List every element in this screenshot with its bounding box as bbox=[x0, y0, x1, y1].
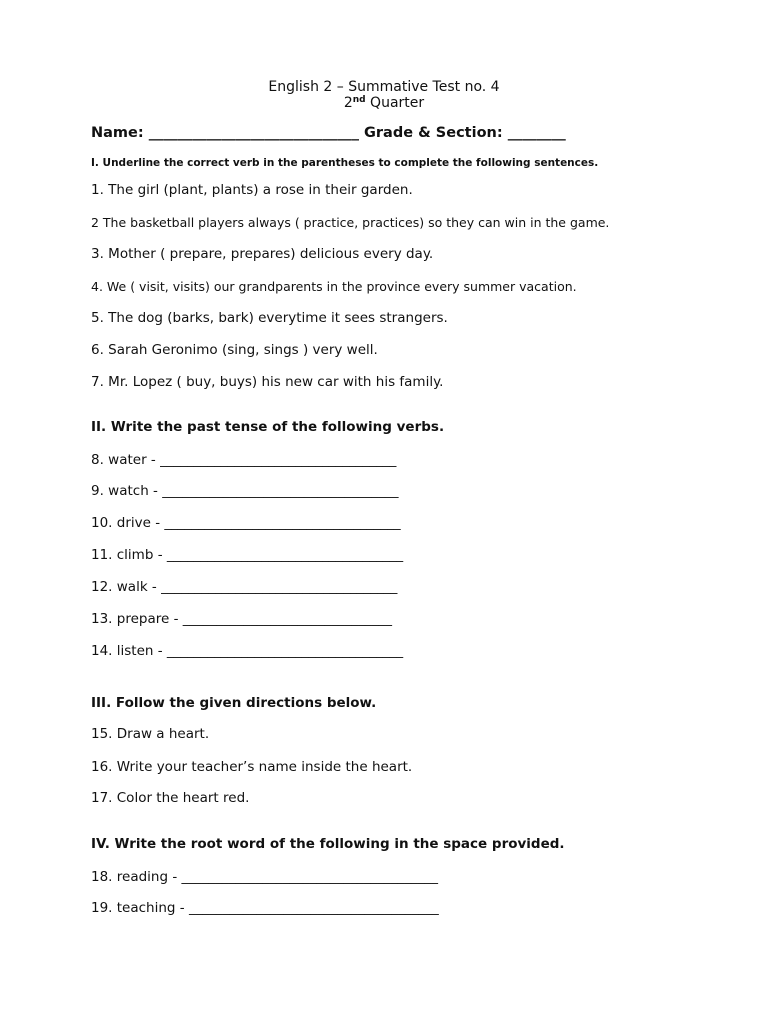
quarter-ordinal-suffix: nd bbox=[352, 95, 366, 105]
part4-item-18: 18. reading - ______________________________________ bbox=[91, 869, 438, 885]
part1-item-3: 3. Mother ( prepare, prepares) delicious every day. bbox=[91, 246, 434, 262]
part1-instruction: I. Underline the correct verb in the parentheses to complete the following sentences. bbox=[91, 157, 599, 169]
part3-item-16: 16. Write your teacher’s name inside the heart. bbox=[91, 759, 413, 775]
part1-item-4: 4. We ( visit, visits) our grandparents in the province every summer vacation. bbox=[91, 279, 577, 294]
part4-item-19: 19. teaching - _____________________________________ bbox=[91, 900, 439, 916]
part1-item-1: 1. The girl (plant, plants) a rose in their garden. bbox=[91, 182, 413, 198]
part1-item-2: 2 The basketball players always ( practice, practices) so they can win in the game. bbox=[91, 215, 610, 230]
name-grade-section-line: Name: _____________________________ Grade & Section: ________ bbox=[91, 125, 566, 141]
part3-item-15: 15. Draw a heart. bbox=[91, 726, 210, 742]
quarter-subtitle bbox=[0, 95, 768, 111]
part2-item-8: 8. water - ___________________________________ bbox=[91, 452, 397, 468]
part2-item-11: 11. climb - ___________________________________ bbox=[91, 547, 404, 563]
part2-item-13: 13. prepare - _______________________________ bbox=[91, 611, 392, 627]
test-title: English 2 – Summative Test no. 4 bbox=[268, 79, 500, 95]
part2-heading: II. Write the past tense of the following verbs. bbox=[91, 419, 445, 435]
part2-item-14: 14. listen - ___________________________________ bbox=[91, 643, 404, 659]
part2-item-12: 12. walk - ___________________________________ bbox=[91, 579, 398, 595]
quarter-number: 2 bbox=[343, 95, 353, 111]
quarter-word: Quarter bbox=[365, 95, 425, 111]
part2-item-10: 10. drive - ___________________________________ bbox=[91, 515, 401, 531]
part1-item-7: 7. Mr. Lopez ( buy, buys) his new car with his family. bbox=[91, 374, 444, 390]
part1-item-5: 5. The dog (barks, bark) everytime it sees strangers. bbox=[91, 310, 448, 326]
part3-item-17: 17. Color the heart red. bbox=[91, 790, 250, 806]
part4-heading: IV. Write the root word of the following in the space provided. bbox=[91, 836, 565, 852]
part1-item-6: 6. Sarah Geronimo (sing, sings ) very well. bbox=[91, 342, 378, 358]
part2-item-9: 9. watch - ___________________________________ bbox=[91, 483, 399, 499]
part3-heading: III. Follow the given directions below. bbox=[91, 695, 377, 711]
